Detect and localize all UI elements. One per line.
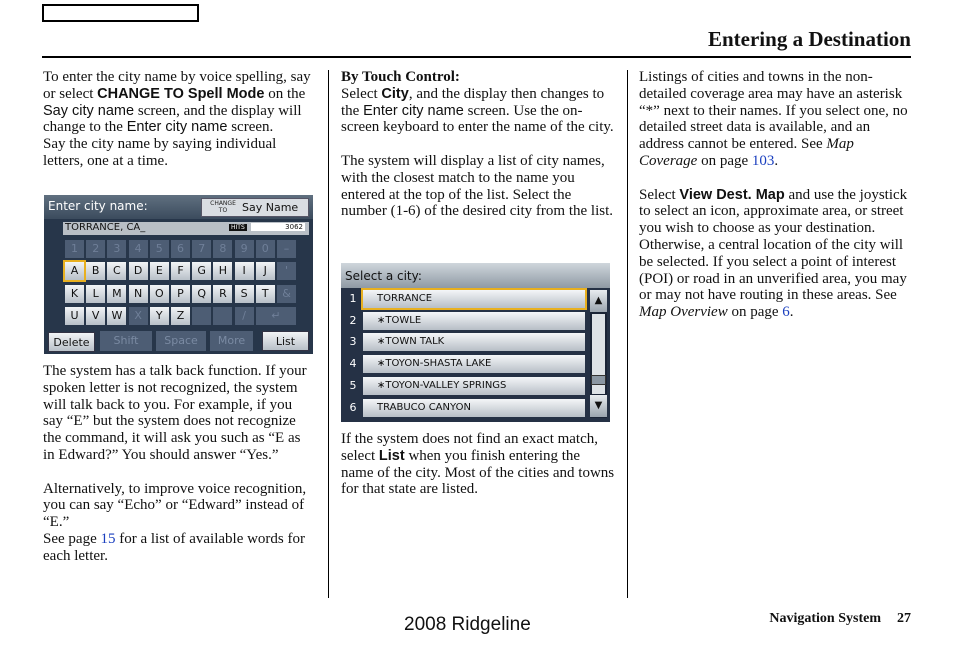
key-I[interactable]: I xyxy=(235,262,254,280)
column-1 xyxy=(43,69,315,170)
key-–[interactable]: – xyxy=(277,240,296,258)
key-Y[interactable]: Y xyxy=(150,307,169,325)
column-1-lower xyxy=(43,363,315,565)
key-Z[interactable]: Z xyxy=(171,307,190,325)
footer-model: 2008 Ridgeline xyxy=(404,614,531,635)
key-B[interactable]: B xyxy=(86,262,105,280)
enter-city-name-screen xyxy=(44,195,313,354)
key-/[interactable]: / xyxy=(235,307,254,325)
hits-label: HITS xyxy=(231,224,245,231)
key-3[interactable]: 3 xyxy=(107,240,126,258)
shift-button[interactable]: Shift xyxy=(100,331,152,351)
key-5[interactable]: 5 xyxy=(150,240,169,258)
city-list-paragraph: The system will display a list of city names, with the closest match to the name you entered at the top of the list. Select the number (1-6) of the desired city from the list. xyxy=(341,152,614,220)
key-'[interactable]: ' xyxy=(277,262,296,280)
column-3 xyxy=(639,69,911,321)
key-8[interactable]: 8 xyxy=(213,240,232,258)
section-tab-box xyxy=(42,4,199,22)
talk-back-paragraph: The system has a talk back function. If your spoken letter is not recognized, the system will talk back to you. For example, if you say “E” but the system does not recognize the command, it will ask you such as “E as in Edward?” You should answer “Yes.” xyxy=(43,363,307,463)
view-dest-map-paragraph: Select View Dest. Map and use the joystick to select an icon, approximate area, or street you wish to choose as your destination. Otherwise, a central location of the city will be selected. If you select a point of interest (POI) or road in an unverified area, you may or may not have routing in these areas. See Map Overview on page 6. xyxy=(639,186,908,321)
footer-section xyxy=(769,611,911,627)
city-list-item[interactable]: ∗TOYON-SHASTA LAKE xyxy=(363,355,585,373)
key-F[interactable]: F xyxy=(171,262,190,280)
map-coverage-ref: Map Coverage xyxy=(639,136,854,169)
column-divider-2 xyxy=(627,70,628,598)
key-7[interactable]: 7 xyxy=(192,240,211,258)
key-C[interactable]: C xyxy=(107,262,126,280)
key-O[interactable]: O xyxy=(150,285,169,303)
key-R[interactable]: R xyxy=(213,285,232,303)
city-number-3: 3 xyxy=(349,335,357,348)
city-list-item[interactable]: TRABUCO CANYON xyxy=(363,399,585,417)
say-city-name-screen-ref: Say city name xyxy=(43,102,135,119)
column-2-lower xyxy=(341,431,615,498)
city-number-4: 4 xyxy=(349,357,357,370)
city-list-item[interactable]: ∗TOYON-VALLEY SPRINGS xyxy=(363,377,585,395)
page-103-link[interactable]: 103 xyxy=(751,152,775,169)
key-S[interactable]: S xyxy=(235,285,254,303)
key-blank[interactable] xyxy=(213,307,232,325)
voice-spell-paragraph: To enter the city name by voice spelling, say or select CHANGE TO Spell Mode on the Say city name screen, and the display will change to the Enter city name screen. xyxy=(43,69,311,136)
touch-control-heading: By Touch Control: xyxy=(341,69,460,85)
key-2[interactable]: 2 xyxy=(86,240,105,258)
view-dest-map-command: View Dest. Map xyxy=(679,186,785,203)
key-1[interactable]: 1 xyxy=(65,240,84,258)
city-command: City xyxy=(381,85,409,102)
keyboard-screen-title: Enter city name: xyxy=(48,199,148,213)
see-page-paragraph: See page 15 for a list of available words for each letter. xyxy=(43,530,306,564)
delete-button[interactable]: Delete xyxy=(48,332,95,352)
scroll-up-icon[interactable]: ▲ xyxy=(590,290,607,312)
key-T[interactable]: T xyxy=(256,285,275,303)
key-A[interactable]: A xyxy=(65,262,84,280)
list-command: List xyxy=(378,447,405,464)
footer-section-name: Navigation System xyxy=(769,611,881,626)
change-to-spell-mode-command: CHANGE TO Spell Mode xyxy=(97,85,265,102)
page-number: 27 xyxy=(897,611,911,626)
key-9[interactable]: 9 xyxy=(235,240,254,258)
no-exact-match-paragraph: If the system does not find an exact match, select List when you finish entering the name of the city. Most of the cities and towns for that state are listed. xyxy=(341,431,615,498)
key-4[interactable]: 4 xyxy=(129,240,148,258)
enter-city-name-screen-ref-2: Enter city name xyxy=(363,102,464,119)
key-H[interactable]: H xyxy=(213,262,232,280)
key-N[interactable]: N xyxy=(129,285,148,303)
city-number-5: 5 xyxy=(349,379,357,392)
select-city-paragraph: Select City, and the display then changes to the Enter city name screen. Use the on-screen keyboard to enter the name of the city. xyxy=(341,85,614,136)
city-list-item[interactable]: TORRANCE xyxy=(363,290,585,308)
key-U[interactable]: U xyxy=(65,307,84,325)
select-a-city-screen xyxy=(341,263,610,422)
key-6[interactable]: 6 xyxy=(171,240,190,258)
change-to-say-name-button[interactable]: CHANGE TO Say Name xyxy=(201,198,309,217)
key-K[interactable]: K xyxy=(65,285,84,303)
more-button[interactable]: More xyxy=(210,331,253,351)
key-Q[interactable]: Q xyxy=(192,285,211,303)
city-list-item[interactable]: ∗TOWLE xyxy=(363,312,585,330)
key-↵[interactable]: ↵ xyxy=(256,307,296,325)
map-overview-ref: Map Overview xyxy=(639,304,728,321)
key-blank[interactable] xyxy=(192,307,211,325)
key-P[interactable]: P xyxy=(171,285,190,303)
key-W[interactable]: W xyxy=(107,307,126,325)
page-6-link[interactable]: 6 xyxy=(782,304,790,321)
key-&[interactable]: & xyxy=(277,285,296,303)
alternative-words-paragraph: Alternatively, to improve voice recognition, you can say “Echo” or “Edward” instead of “E.” xyxy=(43,480,307,531)
non-detailed-coverage-paragraph: Listings of cities and towns in the non-detailed coverage area may have an asterisk “*” next to their names. If you select one, no detailed street data is available, and an address cannot be entered. See Map Coverage on page 103. xyxy=(639,69,908,169)
city-list-item[interactable]: ∗TOWN TALK xyxy=(363,333,585,351)
list-button[interactable]: List xyxy=(262,331,309,351)
city-number-2: 2 xyxy=(349,314,357,327)
city-name-field: TORRANCE, CA_ HITS 3062 xyxy=(63,222,309,235)
space-button[interactable]: Space xyxy=(156,331,206,351)
city-list-scrollbar[interactable] xyxy=(590,290,607,418)
column-divider-1 xyxy=(328,70,329,598)
key-G[interactable]: G xyxy=(192,262,211,280)
scroll-thumb[interactable] xyxy=(591,375,606,385)
key-M[interactable]: M xyxy=(107,285,126,303)
key-E[interactable]: E xyxy=(150,262,169,280)
header-rule xyxy=(42,56,911,58)
enter-city-name-screen-ref: Enter city name xyxy=(126,119,228,136)
key-V[interactable]: V xyxy=(86,307,105,325)
key-X[interactable]: X xyxy=(129,307,148,325)
city-number-6: 6 xyxy=(349,401,357,414)
key-L[interactable]: L xyxy=(86,285,105,303)
key-D[interactable]: D xyxy=(129,262,148,280)
say-letters-paragraph: Say the city name by saying individual letters, one at a time. xyxy=(43,136,277,169)
page-15-link[interactable]: 15 xyxy=(100,530,116,547)
city-number-1: 1 xyxy=(349,292,357,305)
column-2 xyxy=(341,69,615,220)
city-screen-title: Select a city: xyxy=(345,269,422,283)
key-0[interactable]: 0 xyxy=(256,240,275,258)
scroll-down-icon[interactable]: ▼ xyxy=(590,395,607,417)
page-title: Entering a Destination xyxy=(707,27,911,51)
hits-value: 3062 xyxy=(251,223,305,231)
key-J[interactable]: J xyxy=(256,262,275,280)
